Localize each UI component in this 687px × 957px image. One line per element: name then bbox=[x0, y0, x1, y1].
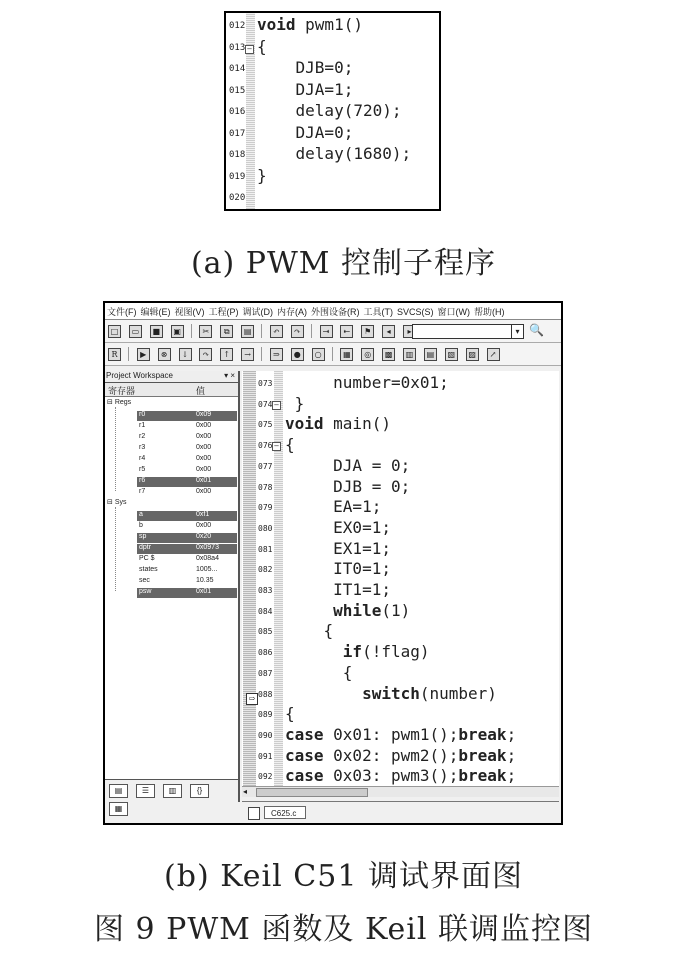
code-text: ; bbox=[506, 724, 517, 744]
code-text: number=0x01; bbox=[285, 373, 449, 392]
snippet-line-number: 016 bbox=[229, 107, 246, 117]
serial-window-icon[interactable]: ▥ bbox=[403, 348, 416, 361]
toolbar-separator bbox=[261, 324, 262, 338]
find-combo[interactable] bbox=[412, 324, 524, 339]
keyword: while bbox=[285, 600, 382, 620]
register-name: r4 bbox=[139, 455, 146, 462]
prev-bookmark-icon[interactable]: ◂ bbox=[382, 325, 395, 338]
editor-code-line bbox=[285, 766, 516, 786]
snippet-line-number: 018 bbox=[229, 150, 246, 160]
snippet-line-number: 019 bbox=[229, 171, 246, 182]
register-value: 1005... bbox=[196, 566, 218, 573]
menu-item[interactable]: 帮助(H) bbox=[474, 307, 505, 317]
register-name: states bbox=[139, 566, 158, 573]
toolbar-separator bbox=[311, 324, 312, 338]
code-text: EA=1; bbox=[285, 497, 382, 517]
editor-code-line bbox=[285, 477, 410, 497]
keyword: case bbox=[285, 745, 324, 765]
editor-code-line bbox=[285, 725, 516, 745]
group-label: Regs bbox=[114, 399, 132, 406]
open-file-icon[interactable]: ▭ bbox=[129, 325, 142, 338]
editor-line-number: 089 bbox=[258, 710, 273, 720]
editor-code-line bbox=[285, 642, 430, 662]
snippet-line-number: 017 bbox=[229, 128, 246, 139]
workspace-title-bar bbox=[105, 371, 238, 383]
snippet-line-number: 015 bbox=[229, 85, 246, 96]
editor-code-line bbox=[285, 746, 516, 766]
register-row[interactable] bbox=[105, 544, 238, 555]
code-text: delay(1680); bbox=[257, 144, 412, 163]
snippet-code-line bbox=[257, 123, 353, 143]
register-table-header bbox=[105, 383, 238, 397]
menu-item[interactable]: 外围设备(R) bbox=[311, 307, 360, 317]
editor-line-number: 075 bbox=[258, 420, 273, 430]
horizontal-scrollbar[interactable] bbox=[242, 786, 559, 797]
logic-analyzer-icon[interactable]: ▨ bbox=[466, 348, 479, 361]
register-name: sp bbox=[137, 533, 196, 543]
editor-line-number: 080 bbox=[258, 523, 273, 533]
keyword: break bbox=[458, 724, 507, 744]
code-text: 0x01: pwm1(); bbox=[323, 724, 459, 744]
register-value: 0x00 bbox=[196, 455, 212, 462]
code-text: DJA = 0; bbox=[285, 455, 411, 475]
editor-line-number: 082 bbox=[258, 565, 273, 575]
register-name: dptr bbox=[137, 544, 196, 554]
editor-line-number: 081 bbox=[258, 544, 273, 554]
snippet-code-line bbox=[257, 58, 353, 78]
breakpoint-icon[interactable]: ● bbox=[291, 348, 304, 361]
register-name: sec bbox=[139, 577, 150, 584]
editor-line-number: 079 bbox=[258, 503, 273, 513]
register-row[interactable] bbox=[105, 511, 238, 522]
stop-icon[interactable]: ⊗ bbox=[158, 348, 171, 361]
disable-breakpoint-icon[interactable]: ○ bbox=[312, 348, 325, 361]
code-text: { bbox=[285, 704, 295, 724]
file-icon bbox=[248, 807, 260, 820]
performance-analyzer-icon[interactable]: ▧ bbox=[445, 348, 458, 361]
register-row[interactable] bbox=[105, 577, 238, 588]
register-name: r0 bbox=[137, 411, 196, 421]
register-row[interactable] bbox=[105, 477, 238, 488]
editor-code-line bbox=[285, 518, 391, 538]
cut-icon[interactable]: ✂ bbox=[199, 325, 212, 338]
bookmark-icon[interactable]: ⚑ bbox=[361, 325, 374, 338]
code-text: main() bbox=[323, 414, 391, 434]
code-text: delay(720); bbox=[257, 101, 402, 120]
menu-bar bbox=[105, 303, 561, 320]
register-row[interactable] bbox=[105, 411, 238, 422]
keyword: case bbox=[285, 724, 324, 744]
register-value: 0x08a4 bbox=[196, 555, 219, 562]
code-text: 0x02: pwm2(); bbox=[323, 745, 459, 765]
fold-toggle-icon[interactable]: − bbox=[246, 44, 253, 53]
scroll-left-icon[interactable]: ◂ bbox=[243, 787, 248, 796]
editor-line-number: 083 bbox=[258, 586, 273, 595]
editor-code-line bbox=[285, 601, 410, 621]
register-value: 0x00 bbox=[196, 466, 212, 473]
workspace-title: Project Workspace bbox=[106, 371, 173, 380]
code-text: DJB=0; bbox=[257, 58, 354, 77]
snippet-line-number: 014 bbox=[229, 64, 246, 74]
register-row[interactable] bbox=[105, 555, 238, 566]
snippet-line-number: 013 bbox=[229, 42, 246, 53]
toolbox-icon[interactable]: ↗ bbox=[487, 348, 500, 361]
code-text: 0x03: pwm3(); bbox=[323, 766, 459, 786]
keyword: switch bbox=[285, 683, 420, 703]
save-all-icon[interactable]: ▣ bbox=[171, 325, 184, 338]
step-out-icon[interactable]: ↑ bbox=[220, 348, 233, 361]
code-text: EX0=1; bbox=[285, 517, 391, 537]
editor-code-line bbox=[285, 373, 449, 393]
register-name: b bbox=[139, 522, 143, 529]
group-label: Sys bbox=[114, 499, 127, 506]
functions-tab-icon[interactable]: {} bbox=[190, 784, 209, 798]
registers-tab-icon[interactable]: ☰ bbox=[136, 784, 155, 798]
toolbar-separator bbox=[128, 347, 129, 361]
code-text: IT1=1; bbox=[285, 580, 391, 599]
register-row[interactable] bbox=[105, 433, 238, 444]
register-row[interactable] bbox=[105, 455, 238, 466]
code-text: { bbox=[285, 435, 295, 455]
editor-line-number: 084 bbox=[258, 606, 273, 616]
menu-item[interactable]: 文件(F) bbox=[107, 307, 137, 317]
menu-item[interactable]: 工具(T) bbox=[363, 307, 393, 317]
register-name: a bbox=[137, 511, 196, 521]
editor-line-number: 076 bbox=[258, 441, 273, 451]
editor-code-line bbox=[285, 704, 295, 724]
editor-code-line bbox=[285, 414, 391, 434]
code-text: (1) bbox=[381, 600, 411, 620]
editor-line-number: 074 bbox=[258, 399, 273, 409]
editor-margin-shade bbox=[243, 371, 256, 786]
register-row[interactable] bbox=[105, 533, 238, 544]
register-value: 0xf1 bbox=[196, 511, 237, 521]
register-name: r1 bbox=[139, 422, 146, 429]
snippet-code-line bbox=[257, 37, 267, 57]
register-row[interactable] bbox=[105, 566, 238, 577]
register-value: 0x00 bbox=[196, 433, 212, 440]
templates-tab-icon[interactable]: ▦ bbox=[109, 802, 128, 816]
books-tab-icon[interactable]: ▥ bbox=[163, 784, 182, 798]
code-text: ; bbox=[506, 766, 517, 786]
editor-code-line bbox=[285, 435, 295, 455]
menu-item[interactable]: 编辑(E) bbox=[140, 307, 171, 317]
keyword: void bbox=[257, 15, 296, 34]
editor-line-number: 088 bbox=[258, 689, 273, 699]
code-text: (!flag) bbox=[362, 642, 430, 662]
indent-icon[interactable]: ⇥ bbox=[320, 325, 333, 338]
run-icon[interactable]: ▶ bbox=[137, 348, 150, 361]
close-icon[interactable]: ▾ × bbox=[224, 371, 235, 380]
code-coverage-icon[interactable]: ▩ bbox=[382, 348, 395, 361]
toolbar-file bbox=[105, 320, 561, 343]
register-row[interactable] bbox=[105, 444, 238, 455]
copy-icon[interactable]: ⧉ bbox=[220, 325, 233, 338]
tree-group-sys[interactable]: ⊟ Sys bbox=[107, 499, 127, 506]
code-text: pwm1() bbox=[295, 15, 363, 34]
register-value: 10.35 bbox=[196, 577, 214, 584]
tree-line bbox=[115, 407, 116, 491]
tree-group-regs[interactable]: ⊟ Regs bbox=[107, 399, 132, 406]
code-text: IT0=1; bbox=[285, 559, 391, 579]
run-to-cursor-icon[interactable]: → bbox=[241, 348, 254, 361]
paste-icon[interactable]: ▤ bbox=[241, 325, 254, 338]
register-row[interactable] bbox=[105, 422, 238, 433]
undo-icon[interactable]: ↶ bbox=[270, 325, 283, 338]
current-line-arrow-icon: ⇨ bbox=[246, 693, 258, 705]
keyword: void bbox=[285, 414, 324, 434]
editor-code-line bbox=[285, 580, 391, 600]
editor-line-number: 091 bbox=[258, 751, 273, 761]
register-value: 0x00 bbox=[196, 444, 212, 451]
register-row[interactable] bbox=[105, 466, 238, 477]
figure-title: 图 9 PWM 函数及 Keil 联调监控图 bbox=[93, 912, 594, 947]
new-file-icon[interactable]: □ bbox=[108, 325, 121, 338]
register-name: r3 bbox=[139, 444, 146, 451]
register-value: 0x00 bbox=[196, 422, 212, 429]
file-tab[interactable]: C625.c bbox=[264, 806, 306, 819]
register-name: r6 bbox=[137, 477, 196, 487]
code-text: { bbox=[257, 36, 267, 56]
code-text: EX1=1; bbox=[285, 538, 391, 558]
snippet-code-line bbox=[257, 80, 353, 100]
project-workspace-panel bbox=[105, 371, 240, 813]
register-value: 0x0973 bbox=[196, 544, 237, 554]
snippet-code-line bbox=[257, 15, 363, 35]
menu-item[interactable]: SVCS(S) bbox=[397, 307, 434, 317]
watch-window-icon[interactable]: ◎ bbox=[361, 348, 374, 361]
editor-fold-shade bbox=[274, 371, 283, 786]
fold-toggle-icon[interactable]: − bbox=[273, 442, 280, 451]
register-row[interactable] bbox=[105, 588, 238, 599]
keyword: case bbox=[285, 766, 324, 786]
code-editor[interactable] bbox=[242, 371, 559, 786]
editor-line-number: 086 bbox=[258, 648, 273, 658]
search-icon[interactable]: 🔍 bbox=[529, 323, 544, 337]
code-text: ; bbox=[506, 745, 517, 765]
snippet-code-line bbox=[257, 144, 411, 164]
register-value: 0x00 bbox=[196, 488, 212, 495]
register-name: r5 bbox=[139, 466, 146, 473]
fold-toggle-icon[interactable]: − bbox=[273, 400, 280, 409]
register-row[interactable] bbox=[105, 522, 238, 533]
menu-item[interactable]: 视图(V) bbox=[174, 307, 205, 317]
file-tab-bar bbox=[242, 801, 559, 824]
editor-code-line bbox=[285, 394, 304, 414]
register-value: 0x00 bbox=[196, 522, 212, 529]
toolbar-separator bbox=[191, 324, 192, 338]
menu-item[interactable]: 工程(P) bbox=[208, 307, 239, 317]
snippet-line-number: 020 bbox=[229, 193, 246, 203]
snippet-code-line bbox=[257, 101, 402, 121]
caption-a: (a) PWM 控制子程序 bbox=[190, 246, 497, 281]
reset-cpu-icon[interactable]: R bbox=[108, 348, 121, 361]
menu-item[interactable]: 窗口(W) bbox=[437, 307, 471, 317]
outdent-icon[interactable]: ⇤ bbox=[340, 325, 353, 338]
disassembly-window-icon[interactable]: ▦ bbox=[340, 348, 353, 361]
code-text: DJB = 0; bbox=[285, 476, 411, 496]
toolbar-separator bbox=[332, 347, 333, 361]
editor-line-number: 073 bbox=[258, 379, 273, 388]
workspace-tabs bbox=[105, 779, 238, 813]
keyword: if bbox=[285, 642, 363, 662]
code-text: } bbox=[257, 165, 267, 185]
editor-line-number: 078 bbox=[258, 482, 273, 492]
next-bookmark-icon[interactable]: ▸ bbox=[403, 325, 416, 338]
register-value: 0x01 bbox=[196, 477, 237, 487]
editor-line-number: 087 bbox=[258, 668, 273, 678]
caption-b: (b) Keil C51 调试界面图 bbox=[164, 859, 523, 894]
dropdown-arrow-icon[interactable]: ▾ bbox=[511, 325, 523, 338]
keyword: break bbox=[458, 766, 507, 786]
code-text: } bbox=[285, 393, 305, 413]
editor-code-line bbox=[285, 456, 410, 476]
snippet-code-line bbox=[257, 166, 267, 186]
editor-line-number: 077 bbox=[258, 461, 273, 471]
scrollbar-thumb[interactable] bbox=[256, 788, 368, 797]
keyword: break bbox=[458, 745, 507, 765]
code-text: DJA=1; bbox=[257, 79, 354, 99]
editor-line-number: 092 bbox=[258, 772, 273, 782]
files-tab-icon[interactable]: ▤ bbox=[109, 784, 128, 798]
tree-line bbox=[115, 507, 116, 591]
register-name: psw bbox=[137, 588, 196, 598]
toolbar-separator bbox=[261, 347, 262, 361]
menu-item[interactable]: 调试(D) bbox=[242, 307, 273, 317]
code-text: { bbox=[285, 662, 353, 682]
memory-window-icon[interactable]: ▤ bbox=[424, 348, 437, 361]
register-name: r2 bbox=[139, 433, 146, 440]
editor-line-number: 085 bbox=[258, 627, 273, 637]
keil-ide-window bbox=[103, 301, 563, 825]
editor-code-line bbox=[285, 539, 391, 559]
redo-icon[interactable]: ↷ bbox=[291, 325, 304, 338]
column-header-value[interactable]: 值 bbox=[196, 386, 206, 396]
editor-code-line bbox=[285, 621, 333, 641]
register-value: 0x20 bbox=[196, 533, 237, 543]
editor-code-line bbox=[285, 497, 381, 517]
code-text: DJA=0; bbox=[257, 122, 354, 142]
register-value: 0x01 bbox=[196, 588, 237, 598]
register-name: r7 bbox=[139, 488, 146, 495]
editor-code-line bbox=[285, 663, 352, 683]
register-value: 0x09 bbox=[196, 411, 237, 421]
editor-code-line bbox=[285, 559, 391, 579]
editor-line-number: 090 bbox=[258, 730, 273, 740]
snippet-line-number: 012 bbox=[229, 21, 246, 31]
code-text: { bbox=[285, 621, 334, 641]
snippet-gutter-shade bbox=[246, 13, 255, 209]
column-header-register[interactable]: 寄存器 bbox=[108, 386, 136, 396]
show-next-statement-icon[interactable]: ⇒ bbox=[270, 348, 283, 361]
toolbar-debug bbox=[105, 343, 561, 366]
step-into-icon[interactable]: ↓ bbox=[179, 348, 192, 361]
pwm1-code-snippet bbox=[224, 11, 441, 211]
step-over-icon[interactable]: ↷ bbox=[199, 348, 212, 361]
menu-item[interactable]: 内存(A) bbox=[277, 307, 307, 317]
code-text: (number) bbox=[419, 683, 497, 703]
register-name: PC $ bbox=[139, 555, 155, 562]
editor-code-line bbox=[285, 684, 497, 704]
save-icon[interactable]: ■ bbox=[150, 325, 163, 338]
